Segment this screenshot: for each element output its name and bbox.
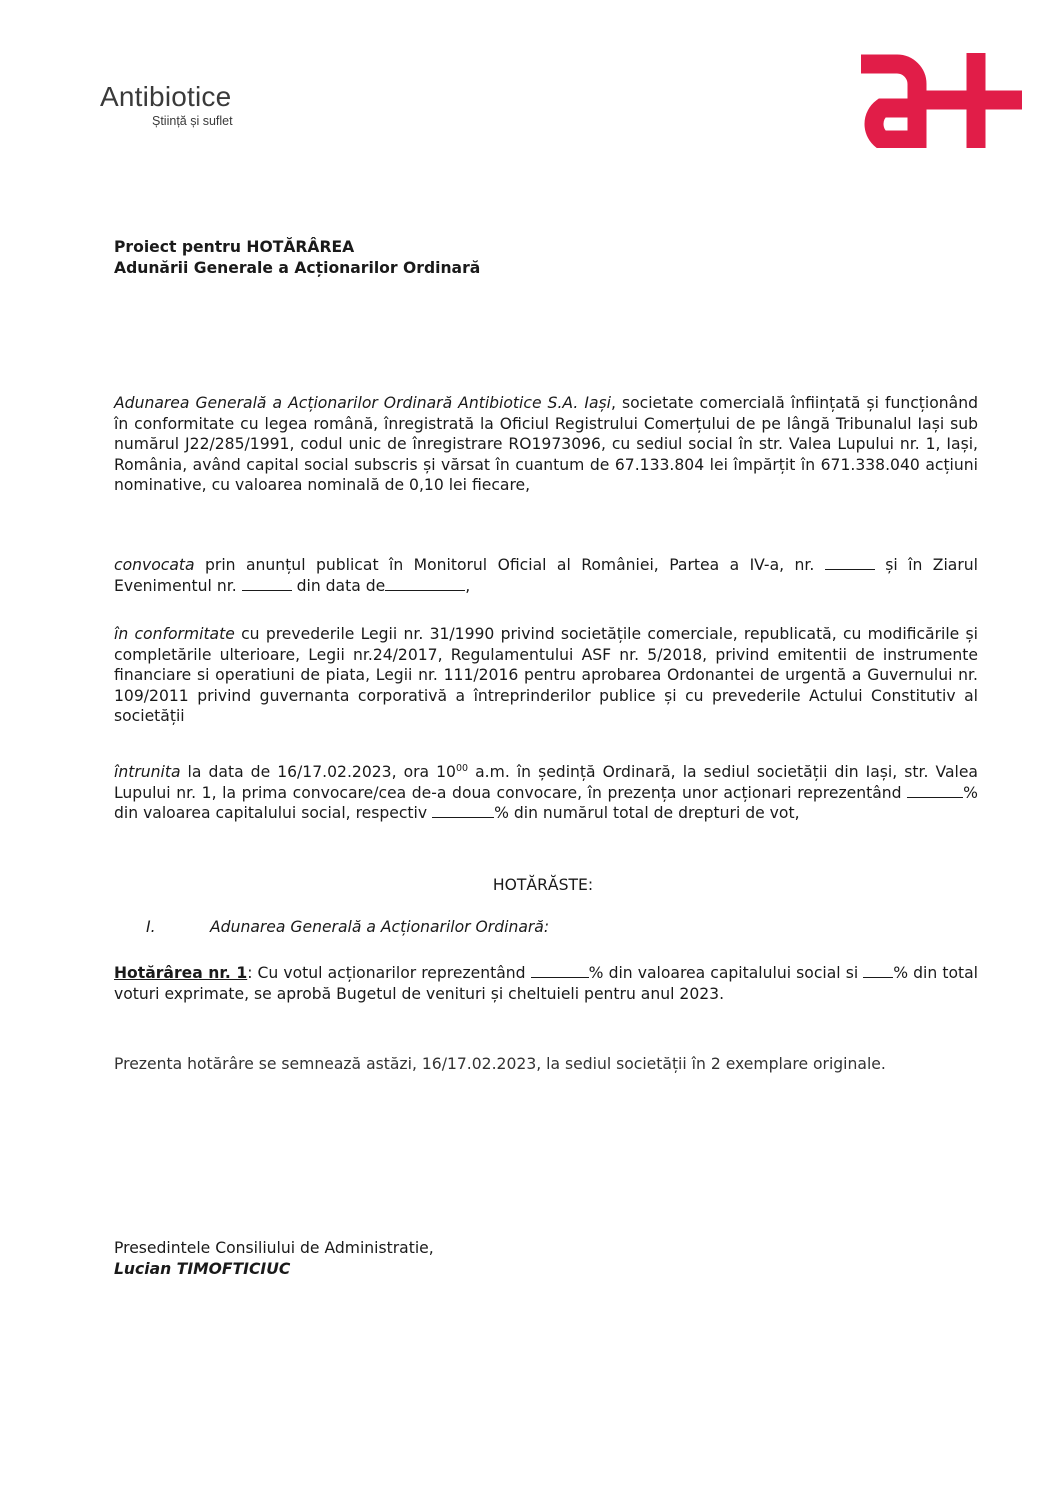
legal-text: cu prevederile Legii nr. 31/1990 privind societățile comerciale, republicată, cu modificările și completările ulterioare, Legii nr.24/2017, Regulamentului ASF nr. 5/2018, privind emitentii de instrumente financiare si operatiuni de piata, Legii nr. 111/2016 pentru aprobarea Ordonantei de urgentă a Guvernului nr. 109/2011 privind guvernanta corporativă a întreprinderilor publice și cu prevederile Actului Constitutiv al societății (114, 625, 978, 725)
section-heading (146, 918, 549, 936)
convocation-text-date: din data de (291, 576, 386, 595)
title-line-2: Adunării Generale a Acționarilor Ordinară (114, 258, 481, 277)
resolution-text-budget: % din total voturi exprimate, se aprobă Bugetul de venituri și cheltuieli pentru anul 2023. (114, 964, 979, 1003)
votes-percent-blank[interactable] (432, 803, 494, 818)
convocation-text-newspaper: și în Ziarul Evenimentul nr. (114, 556, 978, 595)
newspaper-number-blank[interactable] (242, 576, 292, 591)
meeting-text: la data de 16/17.02.2023, ora 10 (180, 763, 456, 781)
convocation-text: prin anunțul publicat în Monitorul Oficial al României, Partea a IV-a, nr. (194, 556, 825, 574)
meeting-text-capital: % din valoarea capitalului social, respectiv (114, 783, 978, 822)
company-tagline: Știință și suflet (152, 114, 233, 128)
resolution-votes-blank[interactable] (863, 963, 893, 978)
signatory-role: Presedintele Consiliului de Administratie, (114, 1239, 434, 1257)
resolution-capital-blank[interactable] (531, 963, 589, 978)
convocation-text-end: , (465, 576, 471, 595)
capital-percent-blank[interactable] (907, 783, 963, 798)
resolution-1 (114, 963, 978, 1004)
company-name: Antibiotice (100, 81, 232, 112)
meeting-text-attendance: a.m. în ședință Ordinară, la sediul societății din Iași, str. Valea Lupului nr. 1, la prima convocare/cea de-a doua convocare, în prezența unor acționari reprezentând (114, 763, 978, 802)
decides-heading: HOTĂRĂSTE: (492, 876, 594, 894)
closing-statement: Prezenta hotărâre se semnează astăzi, 16/17.02.2023, la sediul societății în 2 exemplare originale. (114, 1055, 886, 1073)
legal-lead: în conformitate (114, 625, 235, 643)
paragraph-legal-basis (114, 624, 978, 727)
section-number: I. (146, 918, 156, 936)
a-plus-logo-icon (845, 48, 1025, 148)
resolution-text-capital: % din valoarea capitalului social si (588, 964, 864, 982)
company-text: , societate comercială înființată și funcționând în conformitate cu legea română, înregistrată la Oficiul Registrului Comerțului de pe lângă Tribunalul Iași sub numărul J22/285/1991, codul unic de înregistrare RO1973096, cu sediul social în str. Valea Lupului nr. 1, Iași, România, având capital social subscris și vărsat în cuantum de 67.133.804 lei împărțit în 671.338.040 acțiuni nominative, cu valoarea nominală de 0,10 lei fiecare, (114, 394, 978, 494)
signature-block (114, 1238, 978, 1279)
paragraph-convocation (114, 555, 978, 596)
paragraph-company (114, 393, 978, 496)
date-blank[interactable] (385, 576, 465, 591)
convocation-lead: convocata (114, 556, 195, 574)
signatory-name: Lucian TIMOFTICIUC (114, 1259, 291, 1278)
company-lead: Adunarea Generală a Acționarilor Ordinară Antibiotice S.A. Iași (114, 394, 611, 412)
resolution-label: Hotărârea nr. 1 (114, 964, 248, 982)
resolution-text: : Cu votul acționarilor reprezentând (247, 964, 531, 982)
meeting-lead: întrunita (114, 763, 181, 781)
document-title (114, 237, 978, 278)
meeting-text-votes: % din numărul total de drepturi de vot, (494, 804, 800, 822)
company-logo (100, 82, 233, 128)
section-title: Adunarea Generală a Acționarilor Ordinară: (210, 918, 550, 936)
mo-number-blank[interactable] (825, 555, 875, 570)
title-line-1: Proiect pentru HOTĂRÂREA (114, 238, 355, 256)
paragraph-meeting (114, 762, 978, 824)
meeting-time-superscript: 00 (455, 763, 469, 774)
